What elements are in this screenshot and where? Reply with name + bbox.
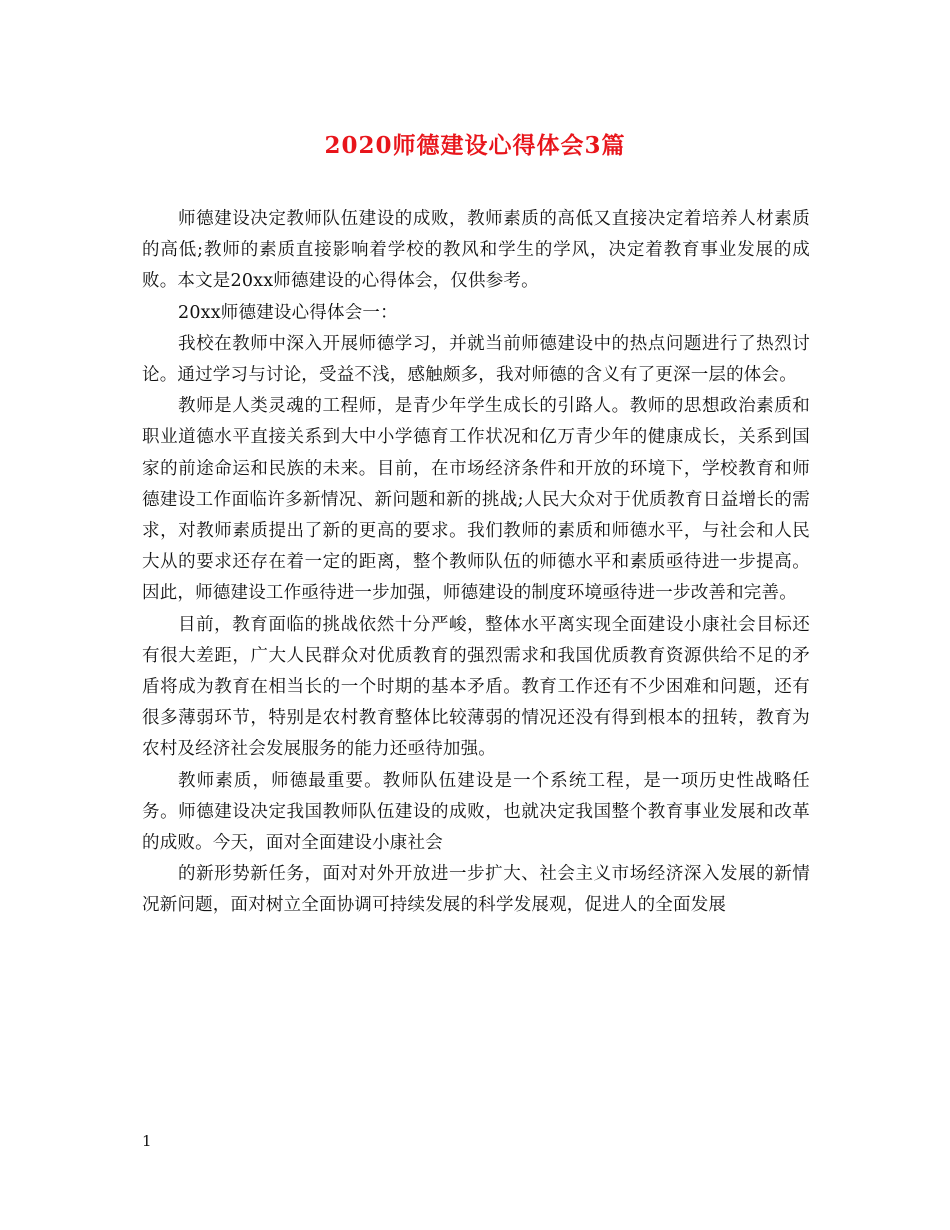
paragraph-subheading: 20xx师德建设心得体会一： bbox=[178, 302, 398, 323]
paragraph: 目前，教育面临的挑战依然十分严峻，整体水平离实现全面建设小康社会目标还有很大差距，广大人民群众对优质教育的强烈需求和我国优质教育资源供给不足的矛盾将成为教育在相当长的一个时期的基本矛盾。教育工作还有不少困难和问题，还有很多薄弱环节，特别是农村教育整体比较薄弱的情况还没有得到根本的扭转，教育为农村及经济社会发展服务的能力还亟待加强。 bbox=[142, 614, 810, 760]
paragraph: 教师素质，师德最重要。教师队伍建设是一个系统工程，是一项历史性战略任务。师德建设决定我国教师队伍建设的成败，也就决定我国整个教育事业发展和改革的成败。今天，面对全面建设小康社会 bbox=[142, 770, 810, 854]
document-title: 2020师德建设心得体会3篇 bbox=[324, 132, 626, 159]
paragraph: 我校在教师中深入开展师德学习，并就当前师德建设中的热点问题进行了热烈讨论。通过学习与讨论，受益不浅，感触颇多，我对师德的含义有了更深一层的体会。 bbox=[142, 333, 810, 386]
page-number: 1 bbox=[142, 1132, 152, 1150]
paragraph: 教师是人类灵魂的工程师，是青少年学生成长的引路人。教师的思想政治素质和职业道德水平直接关系到大中小学德育工作状况和亿万青少年的健康成长，关系到国家的前途命运和民族的未来。目前，在市场经济条件和开放的环境下，学校教育和师德建设工作面临许多新情况、新问题和新的挑战;人民大众对于优质教育日益增长的需求，对教师素质提出了新的更高的要求。我们教师的素质和师德水平，与社会和人民大从的要求还存在着一定的距离，整个教师队伍的师德水平和素质亟待进一步提高。因此，师德建设工作亟待进一步加强，师德建设的制度环境亟待进一步改善和完善。 bbox=[142, 396, 810, 604]
document-body bbox=[142, 204, 810, 922]
paragraph: 的新形势新任务，面对对外开放进一步扩大、社会主义市场经济深入发展的新情况新问题，面对树立全面协调可持续发展的科学发展观，促进人的全面发展 bbox=[142, 864, 810, 916]
paragraph-intro: 师德建设决定教师队伍建设的成败，教师素质的高低又直接决定着培养人材素质的高低;教师的素质直接影响着学校的教风和学生的学风，决定着教育事业发展的成败。本文是20xx师德建设的心得体会，仅供参考。 bbox=[142, 209, 810, 292]
